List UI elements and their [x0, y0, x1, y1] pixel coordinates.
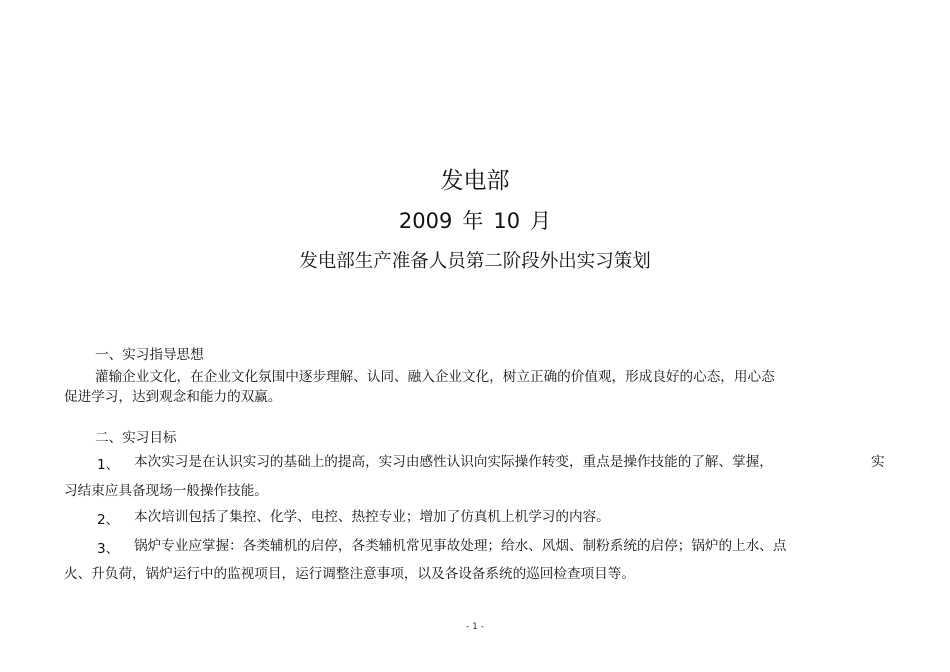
goal-item-3-line1: 锅炉专业应掌握：各类辅机的启停，各类辅机常见事故处理；给水、风烟、制粉系统的启停；锅炉的上水、点	[134, 538, 787, 554]
date-year: 2009	[398, 209, 453, 233]
department-title: 发电部	[440, 168, 510, 194]
page-number: - 1 -	[466, 622, 484, 632]
date-month-unit: 月	[530, 209, 552, 233]
plan-title: 发电部生产准备人员第二阶段外出实习策划	[299, 251, 651, 272]
date-line	[0, 205, 950, 235]
goal-item-1-line1: 本次实习是在认识实习的基础上的提高，实习由感性认识向实际操作转变，重点是操作技能的了解、掌握，	[134, 454, 773, 470]
goal-item-3-line2: 火、升负荷，锅炉运行中的监视项目，运行调整注意事项，以及各设备系统的巡回检查项目等。	[64, 566, 635, 582]
goal-item-1-line2: 习结束应具备现场一般操作技能。	[64, 483, 268, 499]
section1-heading: 一、实习指导思想	[95, 347, 204, 363]
date-year-unit: 年	[462, 209, 484, 233]
goal-item-1-line1-tail: 实	[871, 454, 885, 470]
section1-paragraph-line2: 促进学习，达到观念和能力的双赢。	[64, 389, 282, 405]
section2-heading: 二、实习目标	[95, 430, 177, 446]
section1-paragraph-line1: 灌输企业文化，在企业文化氛围中逐步理解、认同、融入企业文化，树立正确的价值观，形成良好的心态，用心态	[95, 369, 775, 385]
goal-item-1-number: 1、	[97, 457, 120, 473]
date-month: 10	[493, 209, 521, 233]
goal-item-2-line1: 本次培训包括了集控、化学、电控、热控专业；增加了仿真机上机学习的内容。	[134, 509, 610, 525]
goal-item-2-number: 2、	[97, 512, 120, 528]
goal-item-3-number: 3、	[97, 541, 120, 557]
